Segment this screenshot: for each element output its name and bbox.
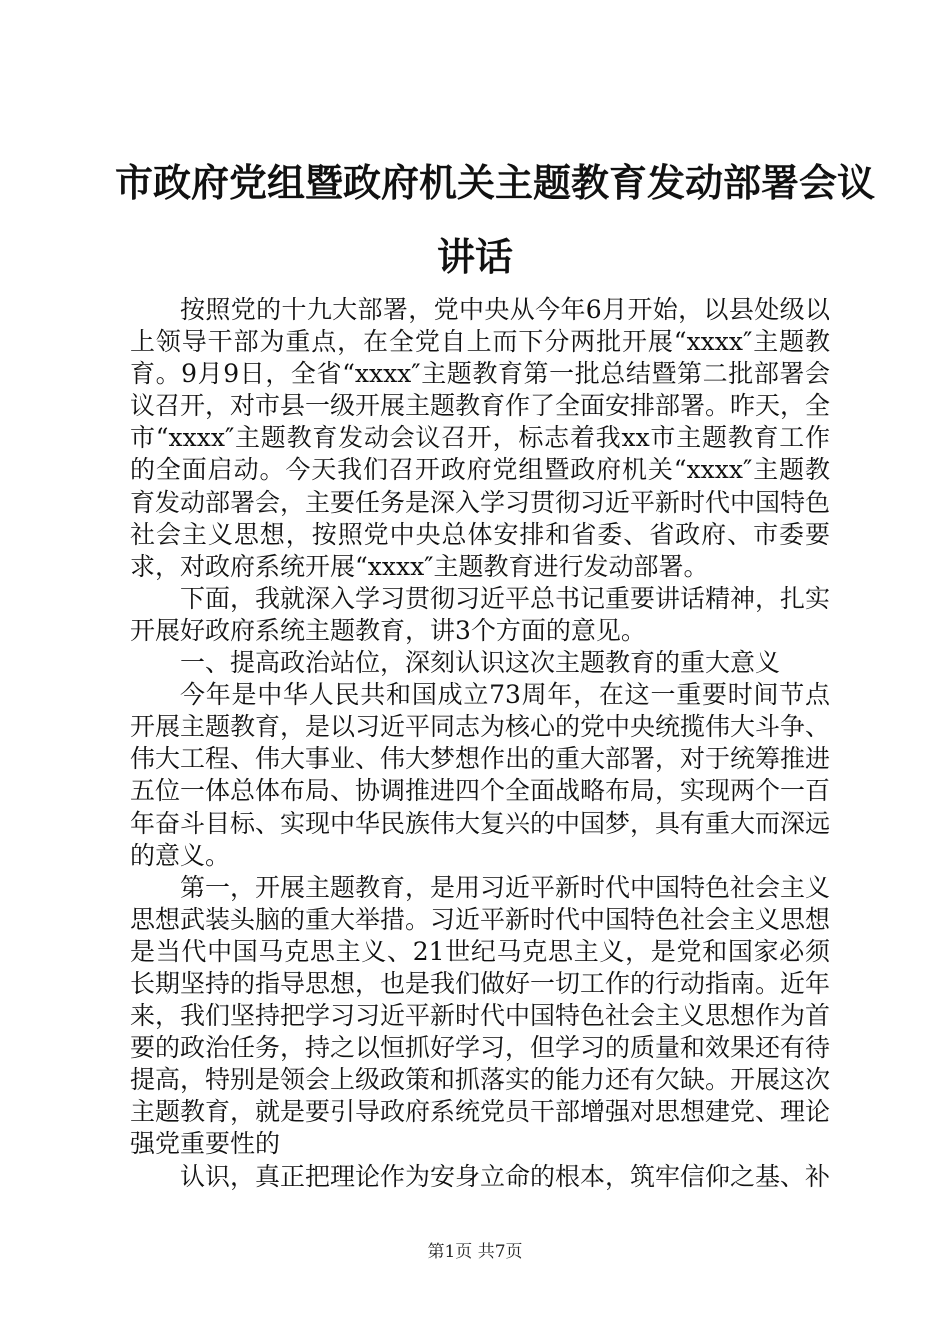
page-number-footer: 第1页 共7页 xyxy=(427,1242,523,1262)
paragraph-first-point: 第一，开展主题教育，是用习近平新时代中国特色社会主义思想武装头脑的重大举措。习近平新时代中国特色社会主义思想是当代中国马克思主义、21世纪马克思主义，是党和国家必须长期坚持的指导思想，也是我们做好一切工作的行动指南。近年来，我们坚持把学习习近平新时代中国特色社会主义思想作为首要的政治任务，持之以恒抓好学习，但学习的质量和效果还有待提高，特别是领会上级政策和抓落实的能力还有欠缺。开展这次主题教育，就是要引导政府系统党员干部增强对思想建党、理论强党重要性的 xyxy=(130,872,831,1159)
document-title-line-1: 市政府党组暨政府机关主题教育发动部署会议 xyxy=(115,160,876,205)
section-heading-1: 一、提高政治站位，深刻认识这次主题教育的重大意义 xyxy=(180,648,781,678)
document-title-line-2: 讲话 xyxy=(436,234,513,279)
paragraph-intro: 按照党的十九大部署，党中央从今年6月开始，以县处级以上领导干部为重点，在全党自上而下分两批开展“xxxx″主题教育。9月9日，全省“xxxx″主题教育第一批总结暨第二批部署会议召开，对市县一级开展主题教育作了全面安排部署。昨天，全市“xxxx″主题教育发动会议召开，标志着我xx市主题教育工作的全面启动。今天我们召开政府党组暨政府机关“xxxx″主题教育发动部署会，主要任务是深入学习贯彻习近平新时代中国特色社会主义思想，按照党中央总体安排和省委、省政府、市委要求，对政府系统开展“xxxx″主题教育进行发动部署。 xyxy=(130,295,831,581)
paragraph-significance: 今年是中华人民共和国成立73周年，在这一重要时间节点开展主题教育，是以习近平同志为核心的党中央统揽伟大斗争、伟大工程、伟大事业、伟大梦想作出的重大部署，对于统筹推进五位一体总体布局、协调推进四个全面战略布局，实现两个一百年奋斗目标、实现中华民族伟大复兴的中国梦，具有重大而深远的意义。 xyxy=(130,680,831,870)
paragraph-outline: 下面，我就深入学习贯彻习近平总书记重要讲话精神，扎实开展好政府系统主题教育，讲3个方面的意见。 xyxy=(130,583,831,645)
document-body xyxy=(130,294,830,1193)
paragraph-continuation: 认识，真正把理论作为安身立命的根本，筑牢信仰之基、补 xyxy=(180,1161,831,1191)
